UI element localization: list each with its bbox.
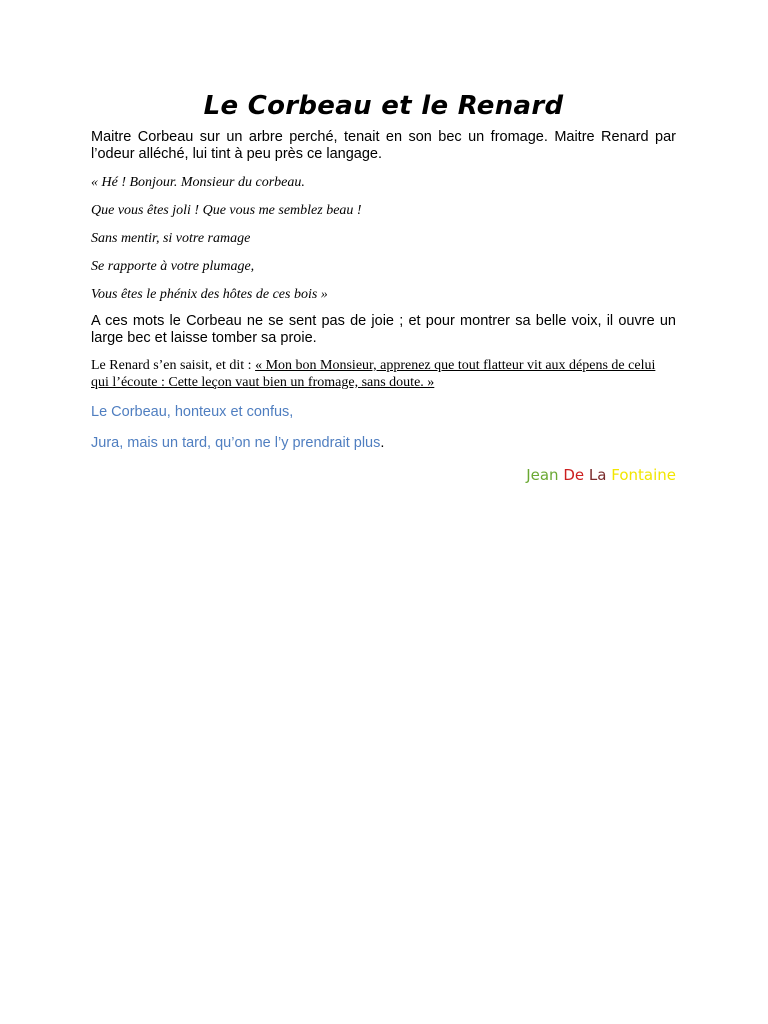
fox-lead-text: Le Renard s’en saisit, et dit :	[91, 358, 256, 373]
document-page	[91, 0, 676, 484]
verse-line-1: « Hé ! Bonjour. Monsieur du corbeau.	[91, 175, 305, 190]
signature-word-la: La	[588, 466, 607, 484]
signature-word-jean: Jean	[526, 466, 559, 484]
verse-line-4: Se rapporte à votre plumage,	[91, 259, 255, 274]
signature-word-de: De	[563, 466, 585, 484]
verse-line-2: Que vous êtes joli ! Que vous me semblez beau !	[91, 203, 362, 218]
middle-paragraph: A ces mots le Corbeau ne se sent pas de joie ; et pour montrer sa belle voix, il ouvre un large bec et laisse tomber sa proie.	[91, 313, 676, 346]
ending-line-2-text: Jura, mais un tard, qu’on ne l’y prendrait plus	[91, 435, 381, 451]
document-title: Le Corbeau et le Renard	[203, 91, 564, 121]
signature-word-fontaine: Fontaine	[611, 466, 676, 484]
ending-line-1: Le Corbeau, honteux et confus,	[91, 404, 294, 420]
intro-paragraph: Maitre Corbeau sur un arbre perché, tenait en son bec un fromage. Maitre Renard par l’odeur alléché, lui tint à peu près ce langage.	[91, 129, 676, 162]
fox-paragraph	[91, 357, 676, 391]
ending-line-2	[91, 435, 676, 452]
verse-line-5: Vous êtes le phénix des hôtes de ces bois »	[91, 287, 328, 302]
author-signature	[91, 466, 676, 484]
verse-line-3: Sans mentir, si votre ramage	[91, 231, 251, 246]
ending-line-2-period: .	[380, 435, 385, 451]
fox-quote-text: « Mon bon Monsieur, apprenez que tout flatteur vit aux dépens de celui qui l’écoute : Cette leçon vaut bien un fromage, sans doute. »	[91, 358, 656, 390]
